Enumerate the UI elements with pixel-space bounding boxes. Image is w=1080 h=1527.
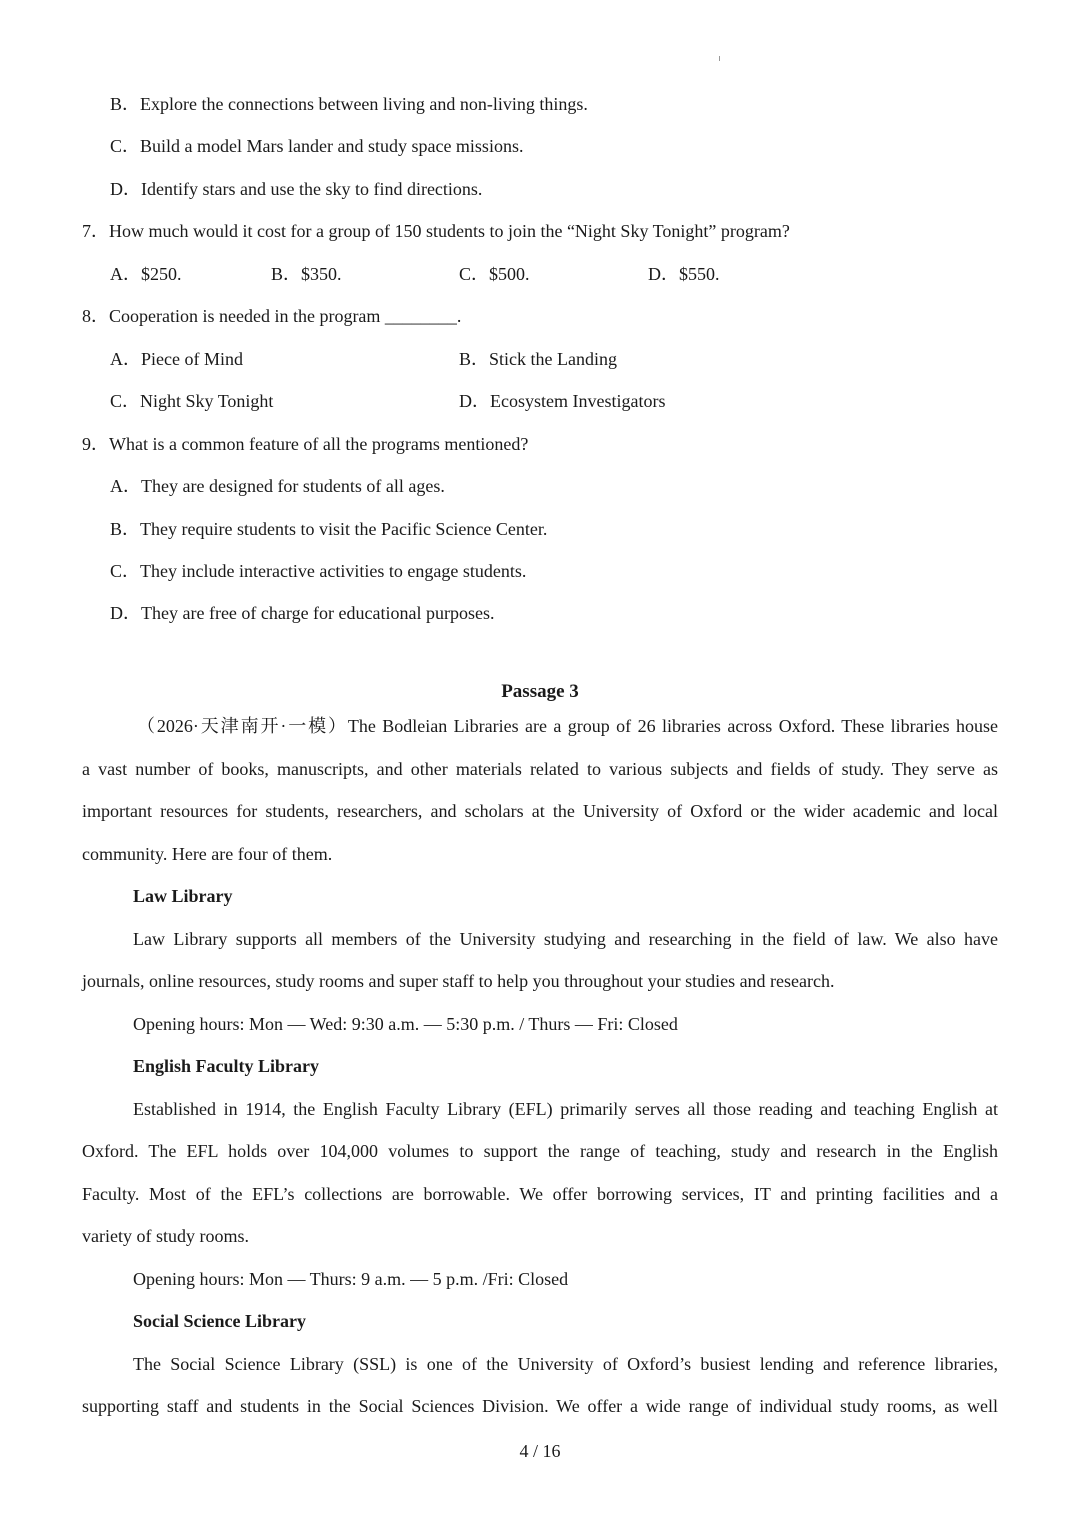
ssl-body-line-2: supporting staff and students in the Social Sciences Division. We offer a wide range of individual study rooms, as well [82,1396,998,1416]
ssl-body-line-1: The Social Science Library (SSL) is one of the University of Oxford’s busiest lending and reference libraries, [133,1354,998,1374]
q9-stem: 9．What is a common feature of all the programs mentioned? [82,434,529,454]
efl-hours: Opening hours: Mon — Thurs: 9 a.m. — 5 p.m. /Fri: Closed [133,1269,569,1289]
efl-heading: English Faculty Library [133,1056,320,1076]
q7-stem: 7．How much would it cost for a group of 150 students to join the “Night Sky Tonight” program? [82,221,790,241]
q6-option-c: C．Build a model Mars lander and study space missions. [110,136,524,156]
q8-option-a: A．Piece of Mind [110,349,243,369]
q8-option-c: C．Night Sky Tonight [110,391,274,411]
q9-option-d: D．They are free of charge for educational purposes. [110,603,495,623]
q6-option-b: B．Explore the connections between living and non-living things. [110,94,588,114]
intro-line-1: （2026·天津南开·一模）The Bodleian Libraries are a group of 26 libraries across Oxford. These libraries house [137,716,998,736]
law-body-line-2: journals, online resources, study rooms and super staff to help you throughout your studies and research. [82,971,835,991]
ssl-heading: Social Science Library [133,1311,306,1331]
page-number: 4 / 16 [519,1441,561,1461]
q9-option-a: A．They are designed for students of all ages. [110,476,445,496]
law-hours: Opening hours: Mon — Wed: 9:30 a.m. — 5:30 p.m. / Thurs — Fri: Closed [133,1014,678,1034]
efl-body-line-3: Faculty. Most of the EFL’s collections are borrowable. We offer borrowing services, IT and printing facilities and a [82,1184,998,1204]
q8-stem: 8．Cooperation is needed in the program ________. [82,306,462,326]
q7-option-b: B．$350. [271,264,342,284]
passage-title: Passage 3 [501,681,579,702]
q9-option-b: B．They require students to visit the Pacific Science Center. [110,519,548,539]
q7-option-c: C．$500. [459,264,530,284]
q7-option-d: D．$550. [648,264,720,284]
q8-option-d: D．Ecosystem Investigators [459,391,666,411]
efl-body-line-1: Established in 1914, the English Faculty Library (EFL) primarily serves all those reading and teaching English at [133,1099,998,1119]
law-library-heading: Law Library [133,886,233,906]
page-mark [719,56,720,61]
q8-option-b: B．Stick the Landing [459,349,617,369]
q6-option-d: D．Identify stars and use the sky to find directions. [110,179,483,199]
intro-line-2: a vast number of books, manuscripts, and other materials related to various subjects and fields of study. They serve as [82,759,998,779]
q7-option-a: A．$250. [110,264,182,284]
intro-line-4: community. Here are four of them. [82,844,333,864]
law-body-line-1: Law Library supports all members of the University studying and researching in the field of law. We also have [133,929,998,949]
intro-line-3: important resources for students, researchers, and scholars at the University of Oxford or the wider academic and local [82,801,998,821]
efl-body-line-2: Oxford. The EFL holds over 104,000 volumes to support the range of teaching, study and research in the English [82,1141,998,1161]
q9-option-c: C．They include interactive activities to engage students. [110,561,527,581]
efl-body-line-4: variety of study rooms. [82,1226,249,1246]
